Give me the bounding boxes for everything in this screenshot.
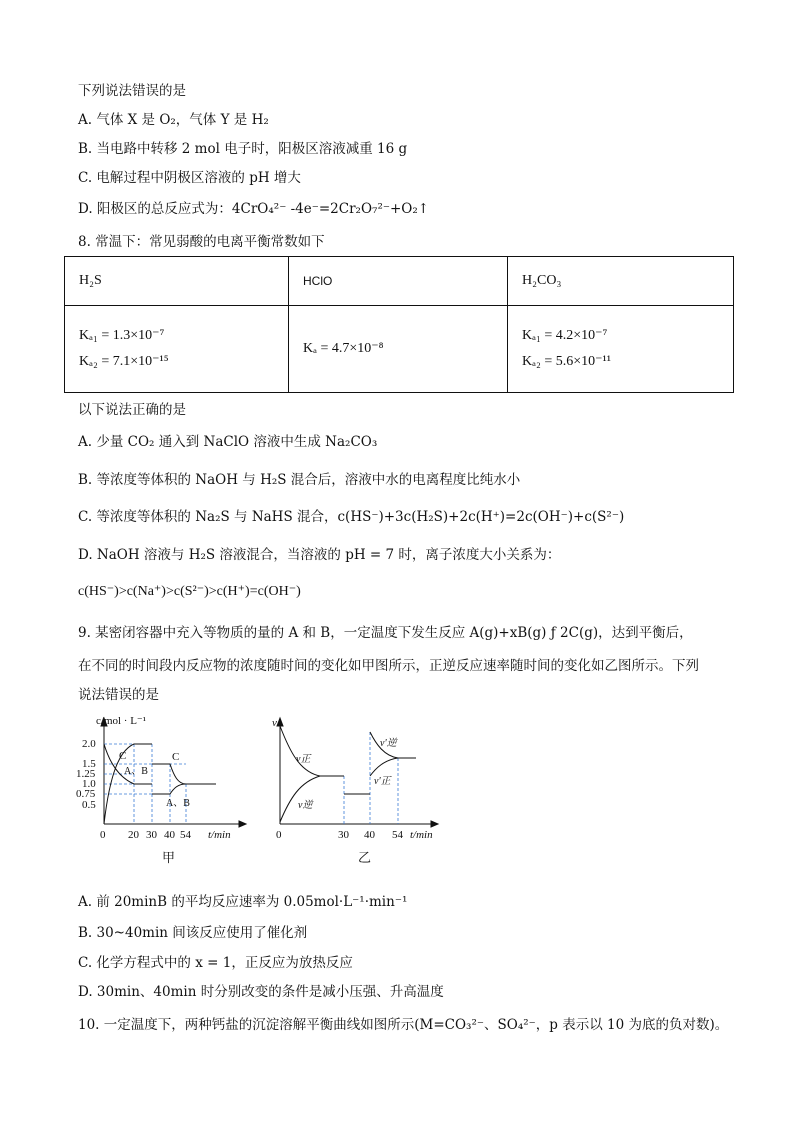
q8-option-d: D. NaOH 溶液与 H₂S 溶液混合，当溶液的 pH = 7 时，离子浓度大小关系为：	[78, 547, 561, 563]
q8-option-b: B. 等浓度等体积的 NaOH 与 H₂S 混合后，溶液中水的电离程度比纯水小	[78, 472, 521, 488]
svg-text:2.0: 2.0	[82, 738, 96, 750]
figure-yi-rate-graph	[266, 712, 446, 868]
q7-option-b: B. 当电路中转移 2 mol 电子时，阳极区溶液减重 16 g	[78, 141, 408, 157]
svg-text:30: 30	[146, 829, 157, 841]
table-header-hclo: HClO	[289, 257, 508, 306]
q7-option-a: A. 气体 X 是 O₂，气体 Y 是 H₂	[78, 112, 269, 128]
svg-text:54: 54	[392, 829, 403, 841]
table-cell-h2s: Kₐ₁ = 1.3×10⁻⁷ Kₐ₂ = 7.1×10⁻¹⁵	[65, 306, 289, 393]
svg-text:0: 0	[276, 829, 282, 841]
q9-option-b: B. 30~40min 间该反应使用了催化剂	[78, 925, 308, 941]
svg-text:1.5: 1.5	[82, 758, 96, 770]
svg-text:A、B: A、B	[124, 766, 148, 777]
figure-jia-concentration-graph	[74, 712, 270, 868]
svg-text:30: 30	[338, 829, 349, 841]
svg-text:20: 20	[128, 829, 139, 841]
q10-stem: 10. 一定温度下，两种钙盐的沉淀溶解平衡曲线如图所示(M=CO₃²⁻、SO₄²⁻，p 表示以 10 为底的负对数)。	[78, 1017, 729, 1033]
svg-text:1.0: 1.0	[82, 778, 96, 790]
svg-text:t/min: t/min	[208, 829, 231, 841]
svg-text:甲: 甲	[162, 850, 176, 865]
q9-option-d: D. 30min、40min 时分别改变的条件是减小压强、升高温度	[78, 984, 444, 1000]
svg-text:C: C	[172, 751, 180, 763]
q7-option-d: D. 阳极区的总反应式为：4CrO₄²⁻ -4e⁻=2Cr₂O₇²⁻+O₂↑	[78, 201, 430, 217]
ionization-constant-table	[64, 256, 734, 393]
svg-text:乙: 乙	[358, 850, 372, 865]
q8-option-a: A. 少量 CO₂ 通入到 NaClO 溶液中生成 Na₂CO₃	[78, 434, 378, 450]
q8-option-d-relation: c(HS⁻)>c(Na⁺)>c(S²⁻)>c(H⁺)=c(OH⁻)	[78, 584, 301, 599]
q9-option-c: C. 化学方程式中的 x = 1，正反应为放热反应	[78, 955, 353, 971]
q9-stem-line1: 9. 某密闭容器中充入等物质的量的 A 和 B，一定温度下发生反应 A(g)+xB(g) ƒ 2C(g)，达到平衡后，	[78, 625, 693, 641]
q9-stem-line3: 说法错误的是	[78, 687, 159, 703]
svg-text:0.5: 0.5	[82, 799, 96, 811]
svg-text:v'正: v'正	[374, 776, 391, 787]
q8-ask: 以下说法正确的是	[78, 402, 186, 418]
table-header-h2s: H₂S	[65, 257, 289, 306]
q7-option-c: C. 电解过程中阴极区溶液的 pH 增大	[78, 170, 301, 186]
svg-text:v逆: v逆	[298, 800, 313, 811]
svg-text:C: C	[119, 750, 127, 762]
svg-text:v'逆: v'逆	[380, 738, 397, 749]
svg-text:54: 54	[180, 829, 191, 841]
table-cell-hclo: Kₐ = 4.7×10⁻⁸	[289, 306, 508, 393]
table-header-h2co3: H₂CO₃	[508, 257, 734, 306]
q9-stem-line2: 在不同的时间段内反应物的浓度随时间的变化如甲图所示，正逆反应速率随时间的变化如乙图所示。下列	[78, 658, 699, 674]
q8-option-c: C. 等浓度等体积的 Na₂S 与 NaHS 混合，c(HS⁻)+3c(H₂S)+2c(H⁺)=2c(OH⁻)+c(S²⁻)	[78, 509, 625, 525]
svg-text:c/mol · L⁻¹: c/mol · L⁻¹	[96, 715, 147, 727]
svg-text:1.25: 1.25	[76, 768, 96, 780]
q9-option-a: A. 前 20minB 的平均反应速率为 0.05mol·L⁻¹·min⁻¹	[78, 894, 408, 910]
q7-stem: 下列说法错误的是	[78, 83, 186, 99]
svg-text:0: 0	[100, 829, 106, 841]
table-cell-h2co3: Kₐ₁ = 4.2×10⁻⁷ Kₐ₂ = 5.6×10⁻¹¹	[508, 306, 734, 393]
svg-text:0.75: 0.75	[76, 788, 96, 800]
q8-stem: 8. 常温下：常见弱酸的电离平衡常数如下	[78, 234, 325, 250]
svg-text:v正: v正	[296, 754, 311, 765]
svg-text:40: 40	[364, 829, 375, 841]
svg-text:40: 40	[164, 829, 175, 841]
svg-text:A、B: A、B	[166, 798, 190, 809]
svg-text:t/min: t/min	[410, 829, 433, 841]
svg-text:v: v	[272, 717, 277, 729]
